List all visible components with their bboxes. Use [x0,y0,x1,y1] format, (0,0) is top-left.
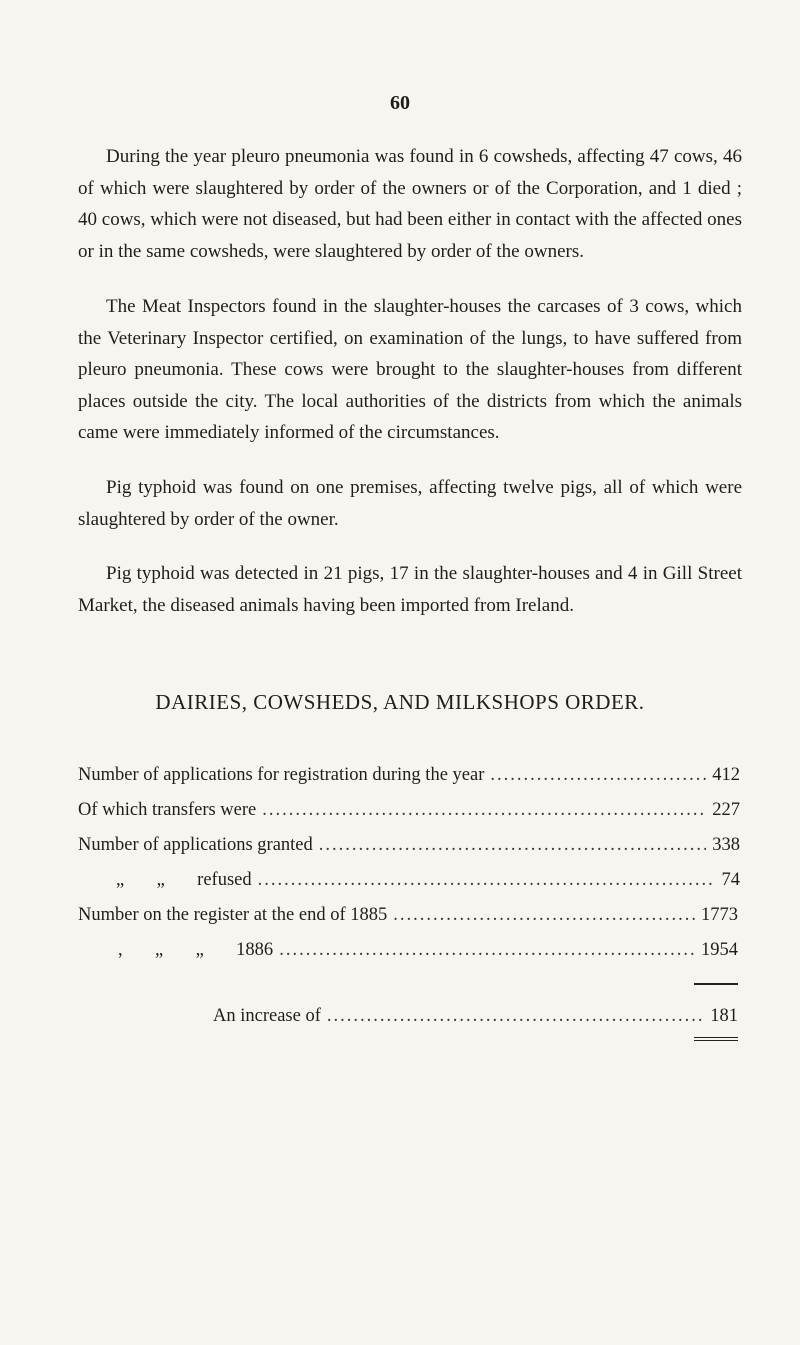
stat-value: 338 [712,835,740,855]
leader-dots [258,867,716,893]
paragraph-pig-typhoid-detected: Pig typhoid was detected in 21 pigs, 17 in the slaughter-houses and 4 in Gill Street Market, the diseased animals having been imported from Ireland. [78,563,742,616]
stat-value: 412 [712,765,740,785]
stat-label: Number of applications granted [78,835,313,855]
stat-label: An increase of [213,1006,321,1026]
leader-dots [262,797,706,823]
stat-row-applications [78,762,740,788]
section-heading: DAIRIES, COWSHEDS, AND MILKSHOPS ORDER. [155,690,645,714]
leader-dots [279,937,695,963]
stat-label: Number on the register at the end of 1885 [78,905,388,925]
paragraph-pig-typhoid-premises: Pig typhoid was found on one premises, affecting twelve pigs, all of which were slaughtered by order of the owner. [78,477,742,530]
stat-value: 227 [712,800,740,820]
stat-row-register-1886 [118,937,738,963]
page-number: 60 [390,92,410,114]
total-rule-bottom [694,1040,738,1041]
leader-dots [327,1003,704,1029]
paragraph-pleuro-pneumonia: During the year pleuro pneumonia was found in 6 cowsheds, affecting 47 cows, 46 of which were slaughtered by order of the owners or of the Corporation, and 1 died ; 40 cows, which were not diseased, but had been either in contact with the affected ones or in the same cowsheds, were slaughtered by order of the owners. [78,146,742,262]
stat-label: Number of applications for registration during the year [78,765,485,785]
stat-row-granted [78,832,740,858]
stat-value: 181 [710,1006,738,1026]
stat-row-transfers [78,797,740,823]
paragraph-meat-inspectors: The Meat Inspectors found in the slaughter-houses the carcases of 3 cows, which the Veterinary Inspector certified, on examination of the lungs, to have suffered from pleuro pneumonia. These cows were brought to the slaughter-houses from different places outside the city. The local authorities of the districts from which the animals came were immediately informed of the circumstances. [78,296,742,443]
total-rule-top [694,1037,738,1038]
stat-value: 1954 [701,940,738,960]
stat-value: 1773 [701,905,738,925]
sum-rule [694,983,738,985]
stat-row-refused [116,867,740,893]
stat-label: , „ „ 1886 [118,940,274,960]
stat-row-register-1885 [78,902,738,928]
stat-label: „ „ refused [116,870,252,890]
leader-dots [490,762,706,788]
leader-dots [393,902,695,928]
stat-row-increase [213,1003,738,1029]
stat-value: 74 [721,870,740,890]
stat-label: Of which transfers were [78,800,257,820]
leader-dots [319,832,706,858]
